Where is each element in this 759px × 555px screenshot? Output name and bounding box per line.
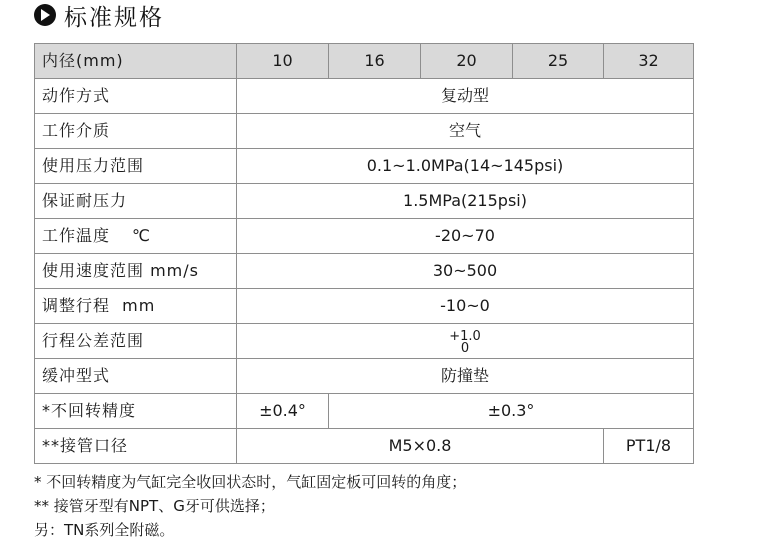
table-row <box>35 324 694 359</box>
bore-16: 16 <box>329 44 421 79</box>
row-label: 行程公差范围 <box>35 324 237 359</box>
row-value: 1.5MPa(215psi) <box>237 184 694 219</box>
table-row <box>35 114 694 149</box>
row-value: -10~0 <box>237 289 694 324</box>
row-label: *不回转精度 <box>35 394 237 429</box>
title-text: 标准规格 <box>64 4 164 31</box>
tolerance-upper: +1.0 <box>449 329 481 344</box>
bore-10: 10 <box>237 44 329 79</box>
tolerance-stack <box>449 331 481 355</box>
row-label: 动作方式 <box>35 79 237 114</box>
row-label: **接管口径 <box>35 429 237 464</box>
table-row <box>35 394 694 429</box>
table-row <box>35 289 694 324</box>
table-row <box>35 219 694 254</box>
row-value-main: M5×0.8 <box>237 429 604 464</box>
row-value: 30~500 <box>237 254 694 289</box>
row-value: 空气 <box>237 114 694 149</box>
header-label: 内径(mm) <box>35 44 237 79</box>
row-value-rest: ±0.3° <box>329 394 694 429</box>
bore-32: 32 <box>604 44 694 79</box>
footnote: 另：TN系列全附磁。 <box>34 521 175 539</box>
table-header-row <box>35 44 694 79</box>
table-row <box>35 184 694 219</box>
section-title <box>34 0 164 30</box>
footnote: ** 接管牙型有NPT、G牙可供选择； <box>34 497 275 515</box>
row-value <box>237 324 694 359</box>
row-label: 调整行程 mm <box>35 289 237 324</box>
tolerance-lower: 0 <box>460 341 470 356</box>
row-label: 工作介质 <box>35 114 237 149</box>
celsius-unit: ℃ <box>132 226 151 245</box>
row-value: 复动型 <box>237 79 694 114</box>
table-row <box>35 359 694 394</box>
bore-25: 25 <box>513 44 604 79</box>
table-row <box>35 79 694 114</box>
row-value-last: PT1/8 <box>604 429 694 464</box>
row-value: 0.1~1.0MPa(14~145psi) <box>237 149 694 184</box>
table-row <box>35 429 694 464</box>
spec-table <box>34 43 694 464</box>
row-label: 保证耐压力 <box>35 184 237 219</box>
footnotes <box>34 470 466 542</box>
table-row <box>35 149 694 184</box>
row-value: -20~70 <box>237 219 694 254</box>
table-row <box>35 254 694 289</box>
row-label: 使用压力范围 <box>35 149 237 184</box>
row-value-first: ±0.4° <box>237 394 329 429</box>
row-label <box>35 219 237 254</box>
temp-label: 工作温度 <box>42 226 111 245</box>
footnote: * 不回转精度为气缸完全收回状态时，气缸固定板可回转的角度； <box>34 473 467 491</box>
bore-20: 20 <box>421 44 513 79</box>
row-label: 缓冲型式 <box>35 359 237 394</box>
row-value: 防撞垫 <box>237 359 694 394</box>
row-label: 使用速度范围 mm/s <box>35 254 237 289</box>
play-circle-icon <box>34 4 56 26</box>
